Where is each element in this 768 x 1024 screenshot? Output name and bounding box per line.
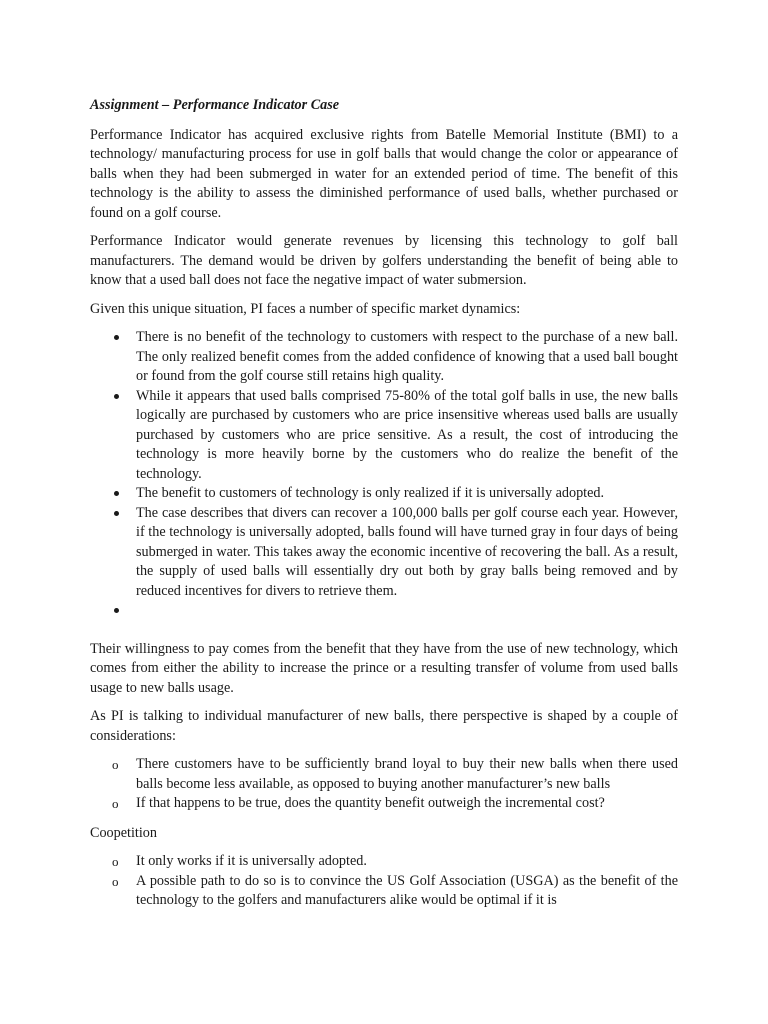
list-item-text: The benefit to customers of technology is only realized if it is universally adopted.	[136, 485, 605, 501]
list-item-text: There customers have to be sufficiently brand loyal to buy their new balls when there used balls become less available, as opposed to buying another manufacturer’s new balls	[136, 756, 678, 792]
list-item	[90, 872, 678, 911]
paragraph-perspective: As PI is talking to individual manufacturer of new balls, there perspective is shaped by a couple of considerations:	[90, 708, 678, 744]
document-body	[90, 96, 678, 930]
list-item-empty	[90, 601, 678, 621]
paragraph-intro: Performance Indicator has acquired exclusive rights from Batelle Memorial Institute (BMI) to a technology/ manufacturing process for use in golf balls that would change the color or appearance of balls when they had been submerged in water for an extended period of time. The benefit of this technology is the ability to assess the diminished performance of used balls, whether purchased or found on a golf course.	[90, 126, 678, 221]
list-item	[90, 484, 678, 504]
list-item-text: It only works if it is universally adopted.	[136, 853, 367, 869]
list-item	[90, 328, 678, 387]
considerations-list	[90, 755, 678, 814]
list-item-text: The case describes that divers can recover a 100,000 balls per golf course each year. However, if the technology is universally adopted, balls found will have turned gray in four days of being submerged in water. This takes away the economic incentive of recovering the ball. As a result, the supply of used balls will essentially dry out both by gray balls being removed and by reduced incentives for divers to retrieve them.	[136, 504, 678, 599]
list-item	[90, 852, 678, 872]
list-item	[90, 387, 678, 485]
paragraph-willingness: Their willingness to pay comes from the benefit that they have from the use of new technology, which comes from either the ability to increase the prince or a resulting transfer of volume from used balls usage to new balls usage.	[90, 640, 678, 696]
section-heading-coopetition: Coopetition	[90, 824, 157, 841]
paragraph-revenue: Performance Indicator would generate revenues by licensing this technology to golf ball manufacturers. The demand would be driven by golfers understanding the benefit of being able to know that a used ball does not face the negative impact of water submersion.	[90, 233, 678, 288]
list-item	[90, 794, 678, 814]
list-item-text: There is no benefit of the technology to customers with respect to the purchase of a new ball. The only realized benefit comes from the added confidence of knowing that a used ball bought or found from the golf course still retains high quality.	[136, 329, 678, 384]
list-item	[90, 755, 678, 794]
paragraph-dynamics-intro: Given this unique situation, PI faces a number of specific market dynamics:	[90, 300, 521, 317]
dynamics-list	[90, 328, 678, 621]
circle-bullet-icon: o	[112, 854, 119, 869]
document-title: Assignment – Performance Indicator Case	[90, 97, 340, 113]
list-item-text: A possible path to do so is to convince the US Golf Association (USGA) as the benefit of the technology to the golfers and manufacturers alike would be optimal if it is	[136, 872, 678, 908]
circle-bullet-icon: o	[112, 796, 119, 811]
list-item-text: If that happens to be true, does the quantity benefit outweigh the incremental cost?	[136, 795, 605, 811]
circle-bullet-icon: o	[112, 873, 119, 889]
list-item-text: While it appears that used balls comprised 75-80% of the total golf balls in use, the new balls logically are purchased by customers who are price insensitive whereas used balls are usually purchased by customers who are price sensitive. As a result, the cost of introducing the technology is more heavily borne by the customers who do realize the benefit of the technology.	[136, 387, 678, 482]
circle-bullet-icon: o	[112, 757, 119, 772]
list-item	[90, 504, 678, 602]
coopetition-list	[90, 852, 678, 911]
